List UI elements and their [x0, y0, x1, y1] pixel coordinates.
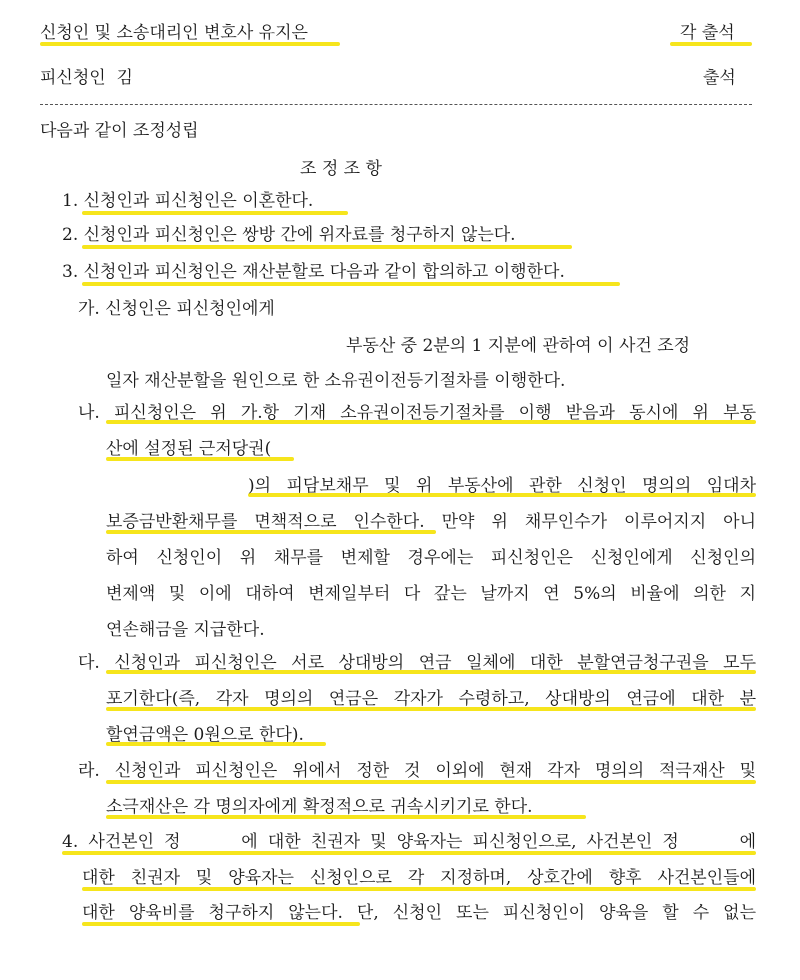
clause-3-ga: 가. 신청인은 피신청인에게 — [78, 299, 275, 319]
clause-3-na-line2: 산에 설정된 근저당권( — [106, 439, 272, 459]
clause-3-da: 다. 신청인과 피신청인은 서로 상대방의 연금 일체에 대한 분할연금청구권을 모두 — [78, 653, 756, 673]
clause-3-na-line6: 변제액 및 이에 대하여 변제일부터 다 갚는 날까지 연 5%의 비율에 의한 지 — [106, 584, 756, 604]
dashed-divider — [40, 104, 752, 105]
section-title: 조 정 조 항 — [300, 159, 382, 179]
clause-2: 2. 신청인과 피신청인은 쌍방 간에 위자료를 청구하지 않는다. — [62, 225, 516, 245]
clause-3-ra-line2: 소극재산은 각 명의자에게 확정적으로 귀속시키기로 한다. — [106, 797, 533, 817]
applicant-status: 각 출석 — [680, 23, 735, 43]
clause-4-line3: 대한 양육비를 청구하지 않는다. 단, 신청인 또는 피신청인이 양육을 할 수 없는 — [82, 903, 756, 923]
clause-3-da-line3: 할연금액은 0원으로 한다). — [106, 725, 304, 745]
clause-3: 3. 신청인과 피신청인은 재산분할로 다음과 같이 합의하고 이행한다. — [62, 262, 565, 282]
clause-3-na: 나. 피신청인은 위 가.항 기재 소유권이전등기절차를 이행 받음과 동시에 위 부동 — [78, 403, 756, 423]
clause-3-na-line3: )의 피담보채무 및 위 부동산에 관한 신청인 명의의 임대차 — [248, 476, 756, 496]
clause-3-na-line7: 연손해금을 지급한다. — [106, 620, 265, 640]
clause-3-ra: 라. 신청인과 피신청인은 위에서 정한 것 이외에 현재 각자 명의의 적극재산 및 — [78, 761, 756, 781]
clause-3-ga-line2: 부동산 중 2분의 1 지분에 관하여 이 사건 조정 — [346, 336, 691, 356]
clause-4-line2: 대한 친권자 및 양육자는 신청인으로 각 지정하며, 상호간에 향후 사건본인들에 — [82, 868, 756, 888]
clause-1: 1. 신청인과 피신청인은 이혼한다. — [62, 191, 314, 211]
applicant-line: 신청인 및 소송대리인 변호사 유지은 — [40, 23, 308, 43]
clause-3-ga-line3: 일자 재산분할을 원인으로 한 소유권이전등기절차를 이행한다. — [106, 371, 566, 391]
clause-4: 4. 사건본인 정 에 대한 친권자 및 양육자는 피신청인으로, 사건본인 정 에 — [62, 832, 756, 852]
respondent-line: 피신청인 김 — [40, 68, 133, 88]
clause-3-da-line2: 포기한다(즉, 각자 명의의 연금은 각자가 수령하고, 상대방의 연금에 대한 분 — [106, 689, 756, 709]
clause-3-na-line4: 보증금반환채무를 면책적으로 인수한다. 만약 위 채무인수가 이루어지지 아니 — [106, 512, 756, 532]
intro-text: 다음과 같이 조정성립 — [40, 121, 199, 141]
clause-3-na-line5: 하여 신청인이 위 채무를 변제할 경우에는 피신청인은 신청인에게 신청인의 — [106, 548, 756, 568]
respondent-status: 출석 — [703, 68, 736, 88]
